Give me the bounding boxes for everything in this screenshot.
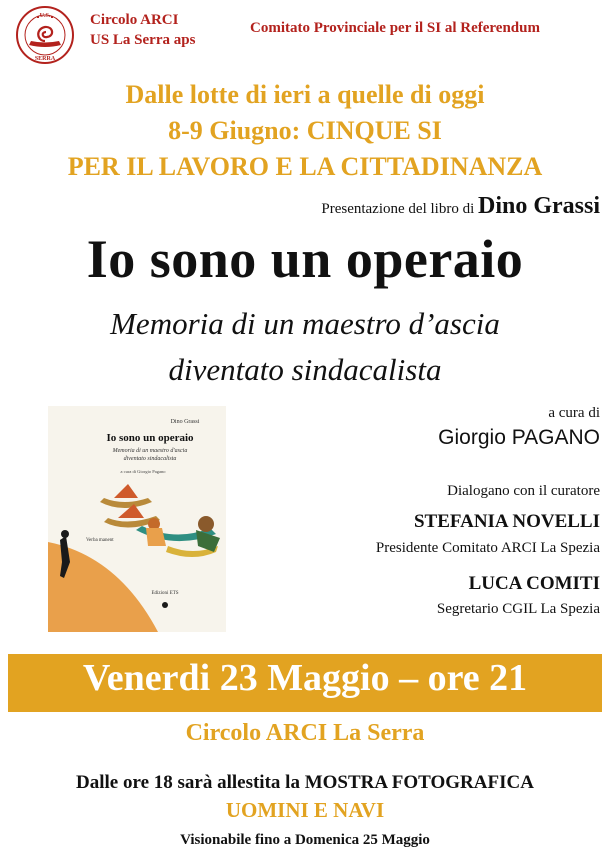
cover-title: Io sono un operaio [106,432,194,444]
speaker-1-name: STEFANIA NOVELLI [413,511,600,532]
presentation-line [321,193,600,220]
speaker-2-name: LUCA COMITI [468,573,600,594]
exhibition-line: Dalle ore 18 sarà allestita la MOSTRA FOTOGRAFICA [76,772,534,793]
book-subtitle-line-1: Memoria di un maestro d’ascia [110,306,500,341]
exhibition-note: Visionabile fino a Domenica 25 Maggio [180,832,430,848]
org-line-1: Circolo ARCI [90,12,179,28]
slogan-line-2: 8-9 Giugno: CINQUE SI [168,116,442,145]
event-date-time: Venerdi 23 Maggio – ore 21 [82,657,528,699]
exhibition-title: UOMINI E NAVI [225,798,385,822]
book-subtitle-line-2: diventato sindacalista [168,352,442,387]
book-cover-image [48,406,226,632]
dialogue-intro: Dialogano con il curatore [447,483,600,499]
book-author: Dino Grassi [477,193,600,219]
event-venue: Circolo ARCI La Serra [185,720,425,746]
cover-curator: a cura di Giorgio Pagano [120,469,166,474]
publisher-mark-icon [162,602,168,608]
organization-name [90,10,195,50]
logo-ring-text-bottom: SERRA [34,56,56,62]
cover-publisher: Edizioni ETS [151,591,179,596]
cover-subtitle-2: diventato sindacalista [123,456,177,462]
logo-ring-text-top: U.S. [39,13,51,19]
committee-name: Comitato Provinciale per il SI al Referendum [250,20,540,36]
book-title: Io sono un operaio [86,229,524,289]
cover-series: Verba manent [86,538,114,543]
cover-subtitle-1: Memoria di un maestro d'ascia [112,448,188,454]
curated-by-label: a cura di [548,405,600,421]
slogan-line-3: PER IL LAVORO E LA CITTADINANZA [67,152,543,181]
cover-author: Dino Grassi [170,419,200,425]
presentation-prefix: Presentazione del libro di [321,201,475,217]
us-serra-logo [15,5,75,65]
curator-name: Giorgio PAGANO [438,426,600,449]
slogan-line-1: Dalle lotte di ieri a quelle di oggi [125,80,485,109]
org-line-2: US La Serra aps [90,32,196,48]
speaker-2-role: Segretario CGIL La Spezia [436,601,600,617]
speaker-1-role: Presidente Comitato ARCI La Spezia [375,540,600,556]
